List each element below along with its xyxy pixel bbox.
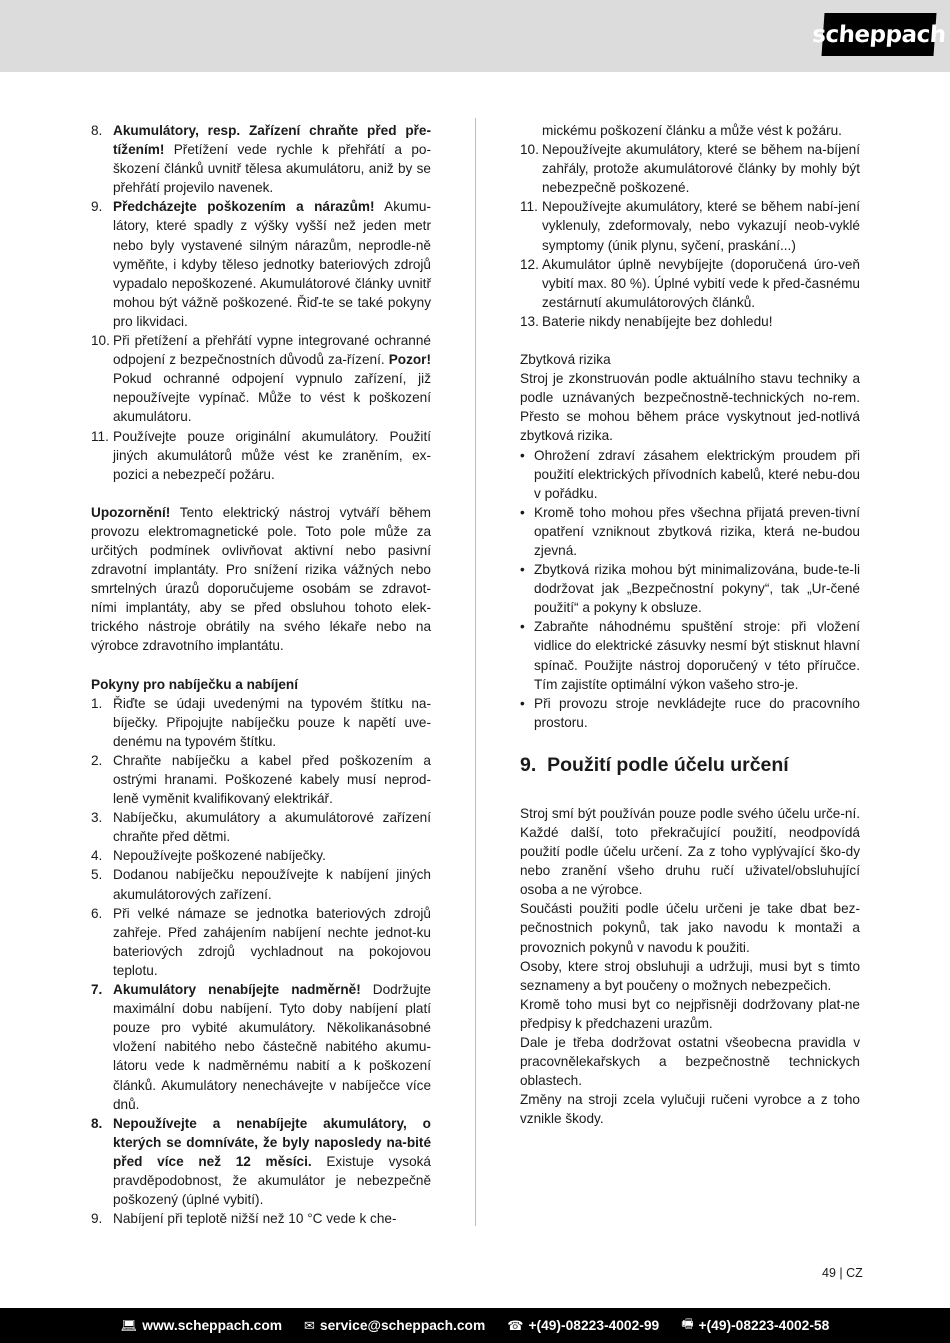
residual-risks-intro: Stroj je zkonstruován podle aktuálního stavu techniky a podle uznávaných bezpečnostně-technických no-rem. Přesto se mohou během práce vyskytnout jed-notlivá zbytková rizika.	[520, 371, 860, 444]
bullet-item: • Při provozu stroje nevkládejte ruce do pracovního prostoru.	[520, 695, 860, 730]
list-item: 1. Řiďte se údaji uvedenými na typovém štítku na-bíječky. Připojujte nabíječku pouze k napětí uve-denému na typovém štítku.	[91, 695, 431, 749]
usage-paragraph: Stroj smí být používán pouze podle svého účelu urče-ní. Každé další, toto překračující použití, neodpovídá použití podle účelu určení. Za z toho vyplývající ško-dy nebo zranění všeho druhu ručí uživatel/obsluhující osoba a ne výrobce.	[520, 805, 860, 898]
emf-warning: Upozornění! Tento elektrický nástroj vytváří během provozu elektromagnetické pole. Toto pole může za určitých podmínek ovlivňovat aktivní nebo pasivní zdravotní implantáty. Pro snížení rizika vážných nebo smrtelných úrazů doporučujeme osobám se zdravot-ními implantáty, aby se před obsluhou tohoto elek-trického nástroje obrátily na svého lékaře nebo na výrobce zdravotního implantátu.	[91, 504, 431, 654]
list-item: 10. Při přetížení a přehřátí vypne integrované ochranné odpojení z bezpečnostních důvodů za-řízení. Pozor! Pokud ochranné odpojení vypnulo zařízení, již nepoužívejte vypínač. Může to vést k poškození akumulátoru.	[91, 333, 431, 425]
left-column	[91, 121, 431, 1228]
charger-heading: Pokyny pro nabíječku a nabíjení	[91, 676, 298, 692]
bullet-item: • Kromě toho mohou přes všechna přijatá preven-tivní opatření vzniknout zbytková rizika, která ne-budou zjevná.	[520, 504, 860, 558]
list-item: 8. Nepoužívejte a nenabíjejte akumulátory, o kterých se domníváte, že byly naposledy na-bité před více než 12 měsíci. Existuje vysoká pravděpodobnost, že akumulátor je nebezpečně poškozený (úplné vybití).	[91, 1115, 431, 1208]
list-item: 8. Akumulátory, resp. Zařízení chraňte před pře-tížením! Přetížení vede rychle k přehřátí a po-škození článků uvnitř tělesa akumulátoru, aniž by se přehřátí projevilo navenek.	[91, 123, 431, 196]
usage-paragraph: Osoby, ktere stroj obsluhuji a udržuji, musi byt s timto seznameny a byt poučeny o možnych nebezpečich.	[520, 958, 860, 993]
usage-paragraph: Dale je třeba dodržovat ostatni všeobecna pravidla v pracovnělekařskych a bezpečnostně technickych oblastech.	[520, 1035, 860, 1089]
footer-bar	[0, 1308, 950, 1343]
phone-icon: ☎︎	[507, 1317, 524, 1333]
list-item: 7. Akumulátory nenabíjejte nadměrně! Dodržujte maximální dobu nabíjení. Tyto doby nabíjení platí pouze pro vybité akumulátory. Několikanásobné vložení nabitého nebo částečně nabitého akumu-látoru vede k nadměrnému nabití a k poškození článků. Akumulátory nenechávejte v nabíječce více dnů.	[91, 982, 431, 1112]
bullet-item: • Zbytková rizika mohou být minimalizována, bude-te-li dodržovat jak „Bezpečnostní pokyny“, tak „Ur-čené použití“ a pokyny k obsluze.	[520, 562, 860, 616]
footer-fax: 🖷︎ +(49)-08223-4002-58	[681, 1315, 829, 1337]
computer-icon: 💻︎	[120, 1317, 138, 1333]
page-number: 49 | CZ	[822, 1266, 863, 1280]
residual-risks-heading: Zbytková rizika	[520, 352, 611, 368]
mail-icon: ✉︎	[304, 1317, 315, 1333]
list-item: 11. Nepoužívejte akumulátory, které se během nabí-jení vyklenuly, zdeformovaly, nebo vykazují neob-vyklé symptomy (únik plynu, syčení, praskání...)	[520, 199, 860, 253]
scheppach-logo: scheppach	[821, 13, 936, 56]
list-item-continuation: mickému poškození článku a může vést k požáru.	[542, 123, 842, 138]
list-item: 9. Nabíjení při teplotě nižší než 10 °C vede k che-	[91, 1211, 397, 1227]
list-item: 3. Nabíječku, akumulátory a akumulátorové zařízení chraňte před dětmi.	[91, 810, 431, 845]
footer-phone: ☎︎ +(49)-08223-4002-99	[507, 1317, 660, 1333]
usage-paragraph: Změny na stroji zcela vylučuji ručeni vyrobce a z toho vznikle škody.	[520, 1092, 860, 1127]
header-band	[0, 0, 950, 72]
bullet-item: • Zabraňte náhodnému spuštění stroje: při vložení vidlice do elektrické zásuvky nesmí být stisknut hlavní spínač. Použijte nástroj doporučený v této příručce. Tím zajistíte optimální výkon vašeho stro-je.	[520, 619, 860, 692]
list-item: 12. Akumulátor úplně nevybíjejte (doporučená úro-veň vybití max. 80 %). Úplné vybití vede k před-časnému zestárnutí akumulátorových článků.	[520, 256, 860, 310]
column-divider	[475, 118, 476, 1226]
list-item: 11. Používejte pouze originální akumulátory. Použití jiných akumulátorů může vést ke zraněním, ex-pozici a nebezpečí požáru.	[91, 428, 431, 482]
list-item: 13. Baterie nikdy nenabíjejte bez dohledu!	[520, 313, 773, 329]
list-item: 5. Dodanou nabíječku nepoužívejte k nabíjení jiných akumulátorových zařízení.	[91, 867, 431, 902]
footer-email[interactable]: ✉︎ service@scheppach.com	[304, 1317, 486, 1333]
list-item: 9. Předcházejte poškozením a nárazům! Akumu-látory, které spadly z výšky vyšší než jeden metr nebo byly vystavené silným nárazům, neprodle-ně vyměňte, i kdyby těleso jednotky bateriových zdrojů vypadalo nepoškozené. Akumulátorové články uvnitř mohou být vážně poškozené. Řiď-te se také pokyny pro likvidaci.	[91, 199, 431, 329]
bullet-item: • Ohrožení zdraví zásahem elektrickým proudem při použití elektrických přívodních kabelů, které nebu-dou v pořádku.	[520, 447, 860, 501]
list-item: 4. Nepoužívejte poškozené nabíječky.	[91, 848, 326, 864]
list-item: 6. Při velké námaze se jednotka bateriových zdrojů zahřeje. Před zahájením nabíjení nechte jednot-ku bateriových zdrojů vychladnout na pokojovou teplotu.	[91, 905, 431, 978]
list-item: 2. Chraňte nabíječku a kabel před poškozením a ostrými hranami. Poškozené kabely musí neprod-leně vyměnit kvalifikovaný elektrikář.	[91, 752, 431, 807]
list-item: 10. Nepoužívejte akumulátory, které se během na-bíjení zahřály, protože akumulátorové články by mohly být nebezpečně poškozené.	[520, 142, 860, 196]
section-title: 9. Použití podle účelu určení	[520, 753, 789, 776]
usage-paragraph: Kromě toho musi byt co nejpřisněji dodržovany plat-ne předpisy k předchazeni urazům.	[520, 996, 860, 1031]
right-column	[520, 121, 860, 1129]
usage-paragraph: Součásti použiti podle účelu určeni je take dbat bez-pečnostnich pokynů, tak jako navodu k montaži a provoznich pokynů v navodu k použiti.	[520, 901, 860, 955]
footer-website[interactable]: 💻︎ www.scheppach.com	[120, 1317, 283, 1333]
fax-icon: 🖷︎	[681, 1315, 694, 1331]
